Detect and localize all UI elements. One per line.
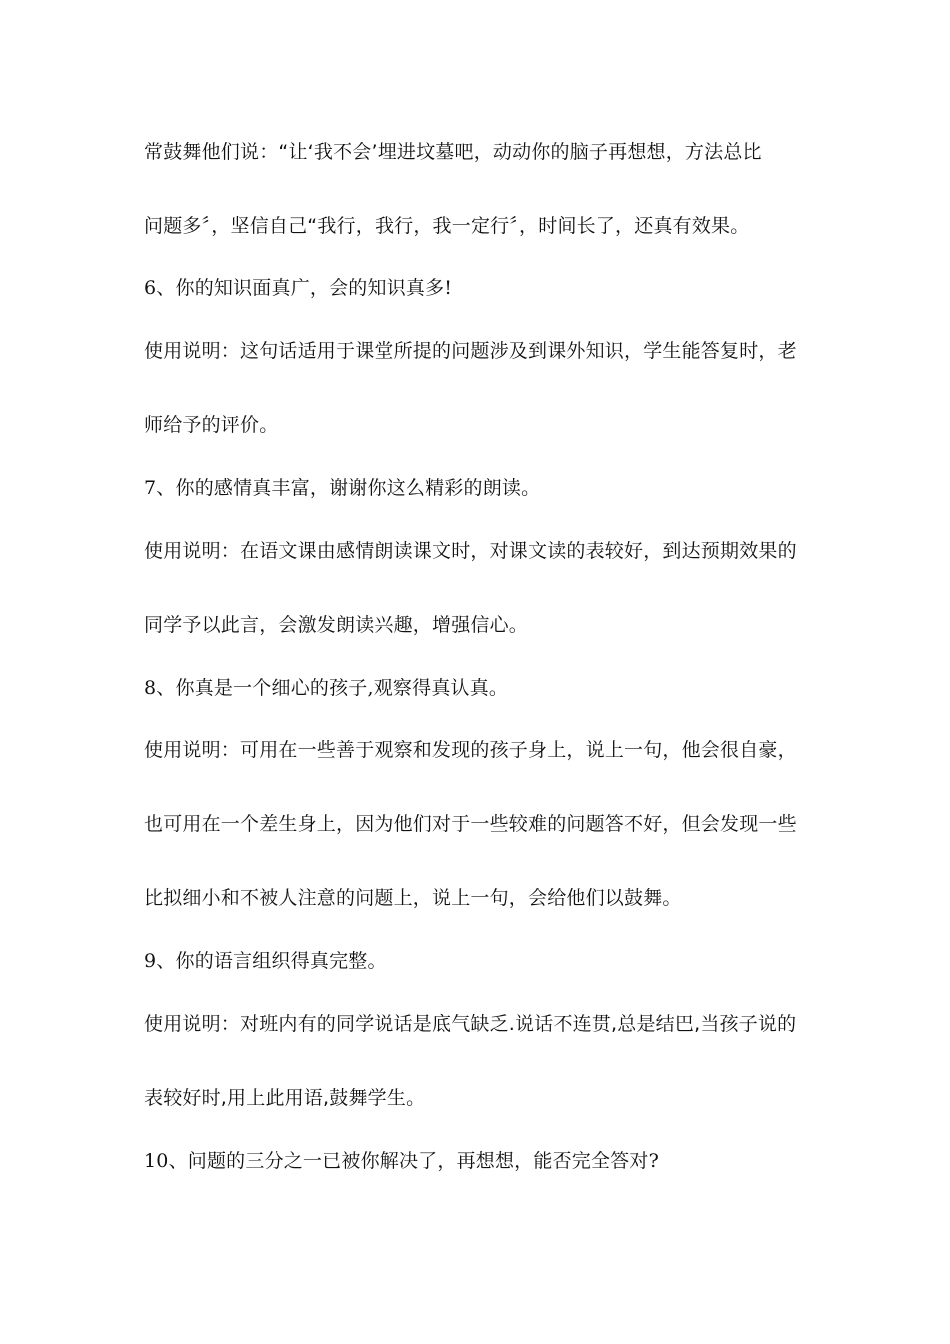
item-heading-8: 8、你真是一个细心的孩子,观察得真认真。 [144,677,509,699]
usage-note-line: 使用说明：对班内有的同学说话是底气缺乏.说话不连贯,总是结巴,当孩子说的 [144,1013,797,1035]
item-heading-9: 9、你的语言组织得真完整。 [144,950,387,972]
item-heading-10: 10、问题的三分之一已被你解决了，再想想，能否完全答对? [144,1150,659,1172]
usage-note-line: 同学予以此言，会激发朗读兴趣，增强信心。 [144,614,529,636]
usage-note-line: 使用说明：在语文课由感情朗读课文时，对课文读的表较好，到达预期效果的 [144,540,797,562]
paragraph-line: 问题多〞，坚信自己“我行，我行，我一定行〞，时间长了，还真有效果。 [144,215,750,237]
usage-note-line: 使用说明：可用在一些善于观察和发现的孩子身上，说上一句，他会很自豪， [144,739,797,761]
item-heading-7: 7、你的感情真丰富，谢谢你这么精彩的朗读。 [144,477,541,499]
paragraph-line: 常鼓舞他们说：“让‘我不会’埋进坟墓吧，动动你的脑子再想想，方法总比 [144,141,762,163]
usage-note-line: 师给予的评价。 [144,414,279,436]
usage-note-line: 也可用在一个差生身上，因为他们对于一些较难的问题答不好，但会发现一些 [144,813,797,835]
usage-note-line: 使用说明：这句话适用于课堂所提的问题涉及到课外知识，学生能答复时，老 [144,340,797,362]
usage-note-line: 表较好时,用上此用语,鼓舞学生。 [144,1087,426,1109]
usage-note-line: 比拟细小和不被人注意的问题上，说上一句，会给他们以鼓舞。 [144,887,682,909]
item-heading-6: 6、你的知识面真广，会的知识真多! [144,277,453,299]
